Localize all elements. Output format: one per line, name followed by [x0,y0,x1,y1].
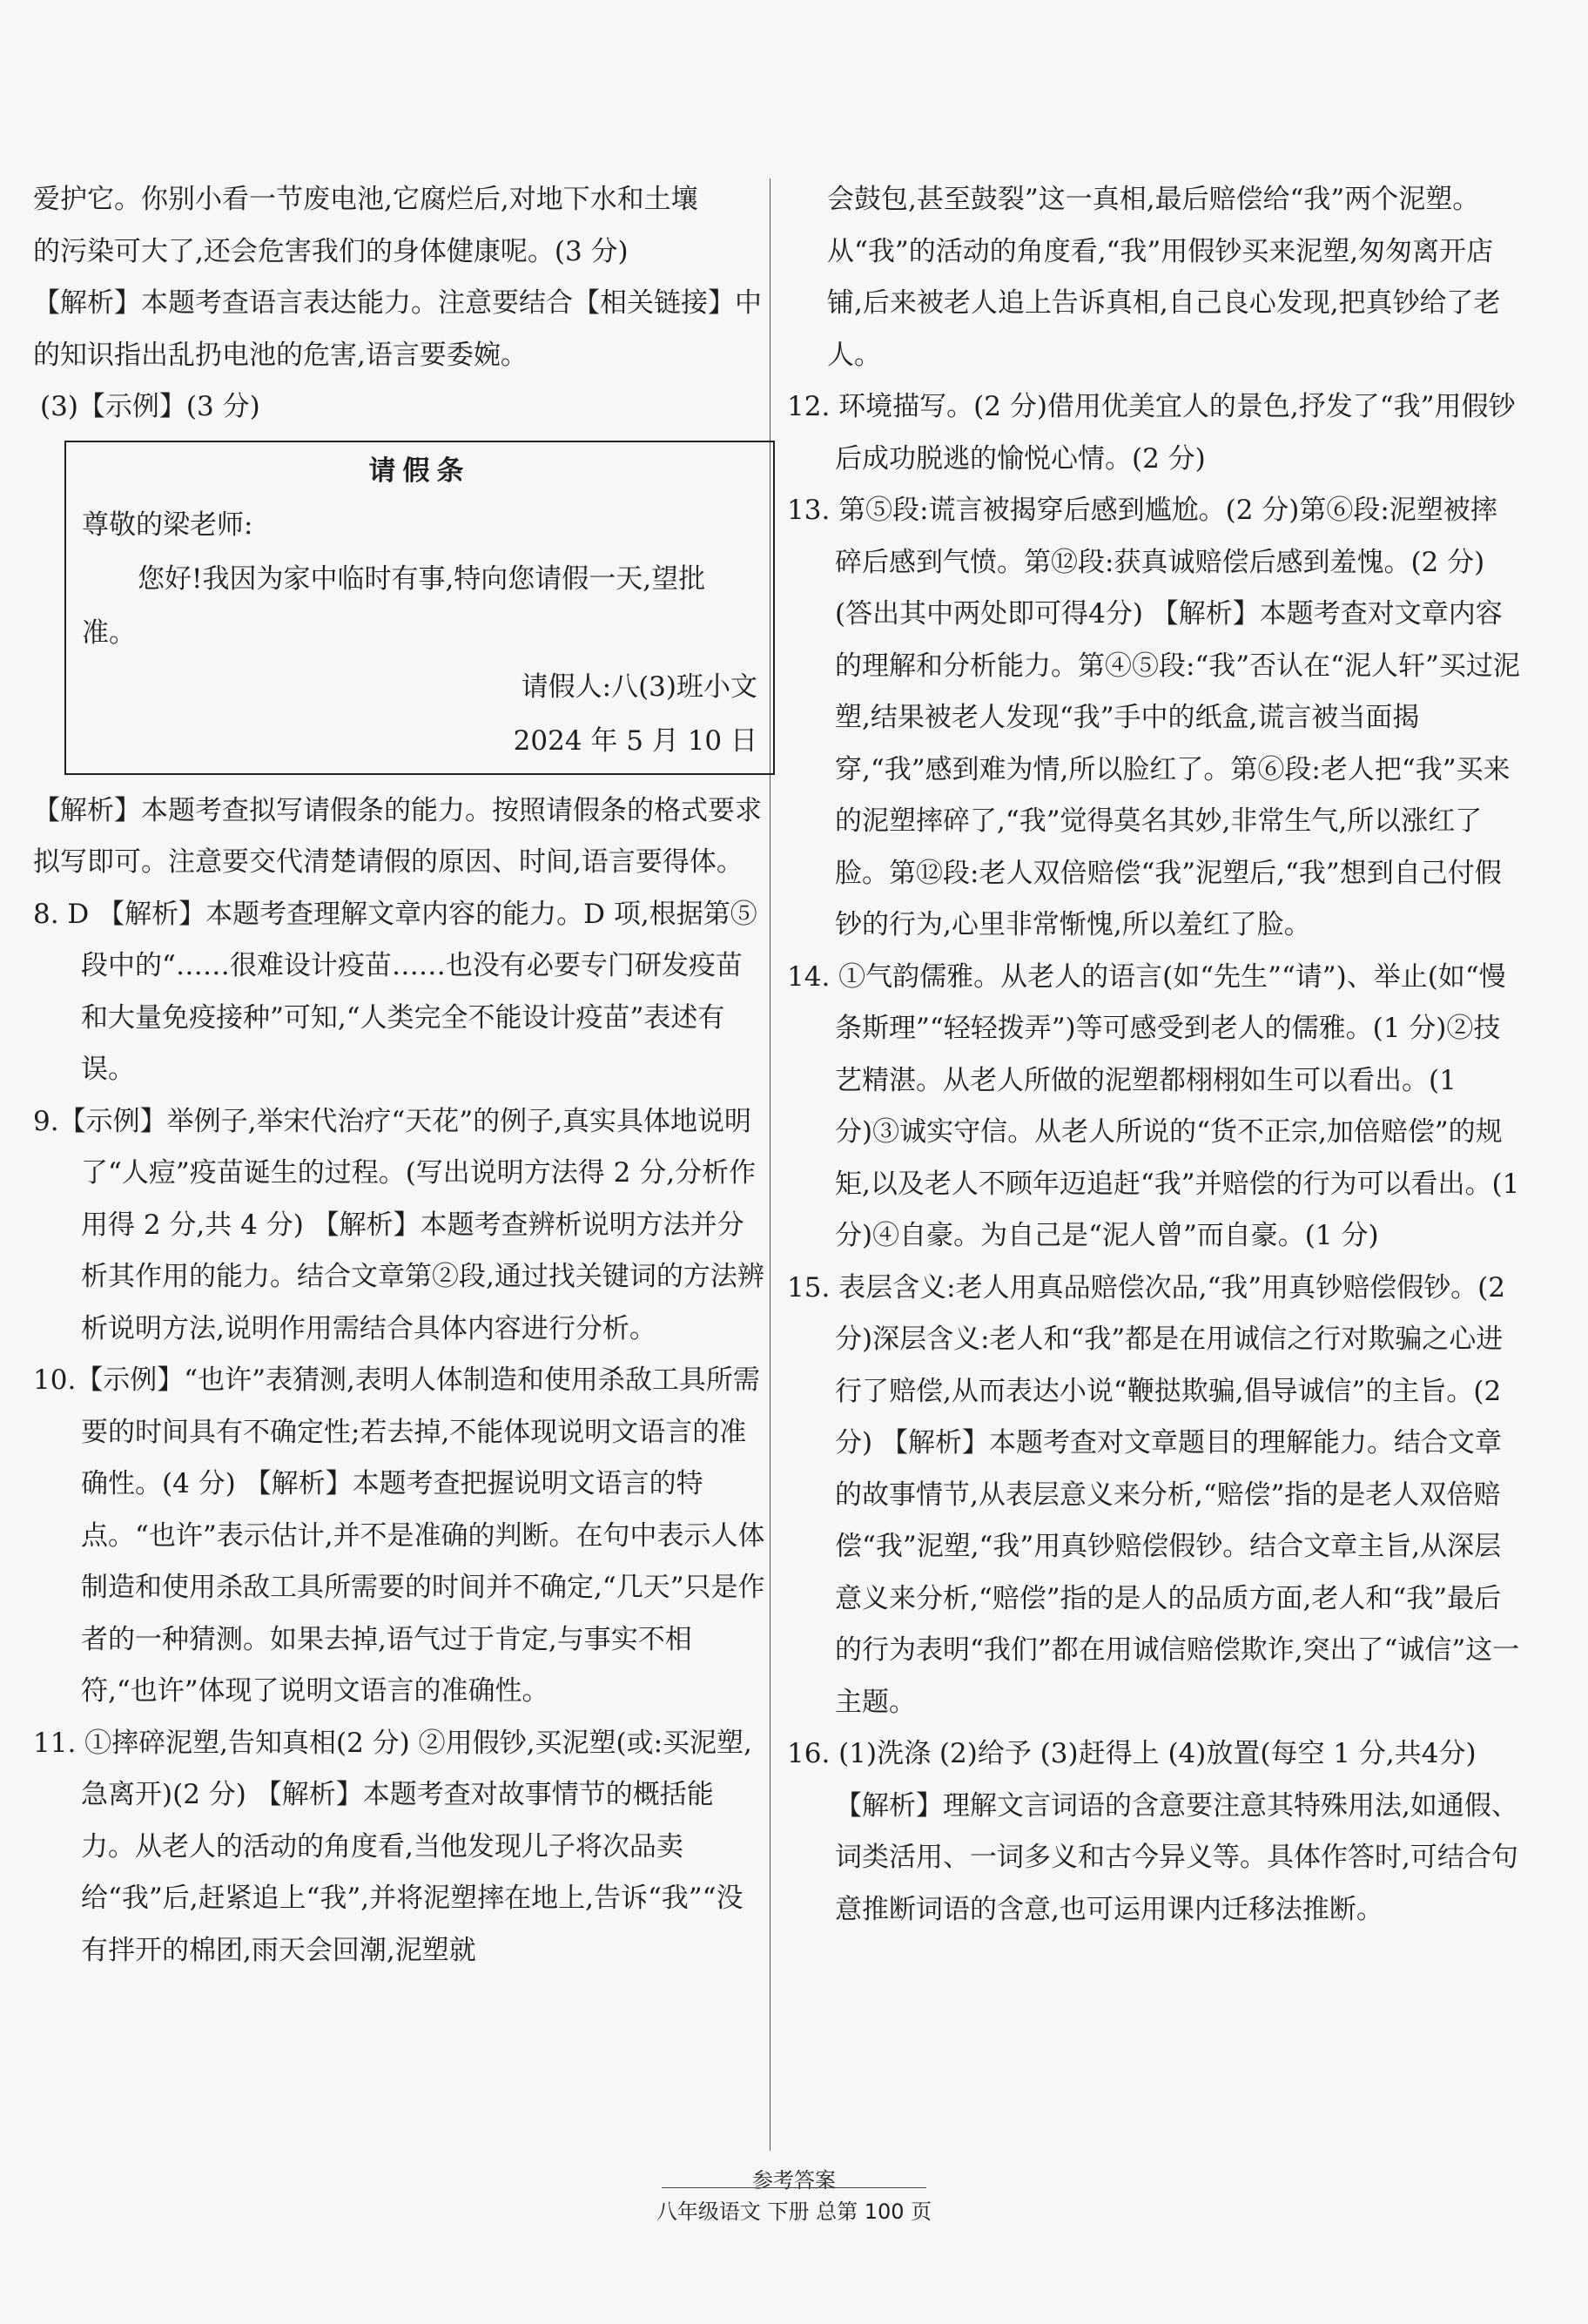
note-title: 请假条 [368,455,471,487]
footer-rule [662,2187,926,2188]
left-column [33,174,766,1977]
note-date: 2024 年 5 月 10 日 [513,724,757,757]
answer-line: 爱护它。你别小看一节废电池,它腐烂后,对地下水和土壤 [33,184,698,215]
answer-12: 12. 环境描写。(2 分)借用优美宜人的景色,抒发了“我”用假钞后成功脱逃的愉悦心情。(2 分) [787,391,1516,475]
note-salutation: 尊敬的梁老师: [82,509,253,541]
answer-line: 的污染可大了,还会危害我们的身体健康呢。(3 分) [33,235,629,267]
leave-note-box [64,441,775,775]
analysis-7-3: 【解析】本题考查拟写请假条的能力。按照请假条的格式要求拟写即可。注意要交代清楚请假的原因、时间,语言要得体。 [33,794,762,878]
answer-11-continued: 会鼓包,甚至鼓裂”这一真相,最后赔偿给“我”两个泥塑。从“我”的活动的角度看,“我”用假钞买来泥塑,匆匆离开店铺,后来被老人追上告诉真相,自己良心发现,把真钞给了老人。 [827,184,1501,371]
answer-15: 15. 表层含义:老人用真品赔偿次品,“我”用真钞赔偿假钞。(2 分)深层含义:老人和“我”都是在用诚信之行对欺骗之心进行了赔偿,从而表达小说“鞭挞欺骗,倡导诚信”的主旨。(2 分) 【解析】本题考查对文章题目的理解能力。结合文章的故事情节,从表层意义来分析,“赔偿”指的是老人双倍赔偿“我”泥塑,“我”用真钞赔偿假钞。结合文章主旨,从深层意义来分析,“赔偿”指的是人的品质方面,老人和“我”最后的行为表明“我们”都在用诚信赔偿欺诈,突出了“诚信”这一主题。 [787,1271,1520,1718]
answer-13: 13. 第⑤段:谎言被揭穿后感到尴尬。(2 分)第⑥段:泥塑被摔碎后感到气愤。第⑫段:获真诚赔偿后感到羞愧。(2 分)(答出其中两处即可得4分) 【解析】本题考查对文章内容的理解和分析能力。第④⑤段:“我”否认在“泥人轩”买过泥塑,结果被老人发现“我”手中的纸盒,谎言被当面揭穿,“我”感到难为情,所以脸红了。第⑥段:老人把“我”买来的泥塑摔碎了,“我”觉得莫名其妙,非常生气,所以涨红了脸。第⑫段:老人双倍赔偿“我”泥塑后,“我”想到自己付假钞的行为,心里非常惭愧,所以羞红了脸。 [787,495,1520,940]
answer-14: 14. ①气韵儒雅。从老人的语言(如“先生”“请”)、举止(如“慢条斯理”“轻轻拨弄”)等可感受到老人的儒雅。(1 分)②技艺精湛。从老人所做的泥塑都栩栩如生可以看出。(1 分)③诚实守信。从老人所说的“货不正宗,加倍赔偿”的规矩,以及老人不顾年迈追赶“我”并赔偿的行为可以看出。(1 分)④自豪。为自己是“泥人曾”而自豪。(1 分) [787,960,1520,1251]
answer-10: 10.【示例】“也许”表猜测,表明人体制造和使用杀敌工具所需要的时间具有不确定性;若去掉,不能体现说明文语言的准确性。(4 分) 【解析】本题考查把握说明文语言的特点。“也许”表示估计,并不是准确的判断。在句中表示人体制造和使用杀敌工具所需要的时间并不确定,“几天”只是作者的一种猜测。如果去掉,语气过于肯定,与事实不相符,“也许”体现了说明文语言的准确性。 [33,1364,765,1707]
footer-section: 参考答案 [752,2168,836,2193]
answer-16: 16. (1)洗涤 (2)给予 (3)赶得上 (4)放置(每空 1 分,共4分) 【解析】理解文言词语的含意要注意其特殊用法,如通假、词类活用、一词多义和古今异义等。具体作答时,可结合句意推断词语的含意,也可运用课内迁移法推断。 [787,1738,1518,1925]
footer-page-info: 八年级语文 下册 总第 100 页 [656,2199,932,2224]
analysis-7-2: 【解析】本题考查语言表达能力。注意要结合【相关链接】中的知识指出乱扔电池的危害,语言要委婉。 [33,287,762,371]
answer-11: 11. ①摔碎泥塑,告知真相(2 分) ②用假钞,买泥塑(或:买泥塑,急离开)(2 分) 【解析】本题考查对故事情节的概括能力。从老人的活动的角度看,当他发现儿子将次品卖给“我”后,赶紧追上“我”,并将泥塑摔在地上,告诉“我”“没有拌开的棉团,雨天会回潮,泥塑就 [33,1727,752,1966]
answer-9: 9.【示例】举例子,举宋代治疗“天花”的例子,真实具体地说明了“人痘”疫苗诞生的过程。(写出说明方法得 2 分,分析作用得 2 分,共 4 分) 【解析】本题考查辨析说明方法并分析其作用的能力。结合文章第②段,通过找关键词的方法辨析说明方法,说明作用需结合具体内容进行分析。 [33,1105,764,1344]
note-body: 您好!我因为家中临时有事,特向您请假一天,望批准。 [82,562,706,649]
answer-8: 8. D 【解析】本题考查理解文章内容的能力。D 项,根据第⑤段中的“……很难设计疫苗……也没有必要专门研发疫苗和大量免疫接种”可知,“人类完全不能设计疫苗”表述有误。 [33,898,757,1085]
question-7-3: (3)【示例】(3 分) [40,391,260,422]
right-column [787,174,1520,1936]
note-signer: 请假人:八(3)班小文 [521,670,757,703]
